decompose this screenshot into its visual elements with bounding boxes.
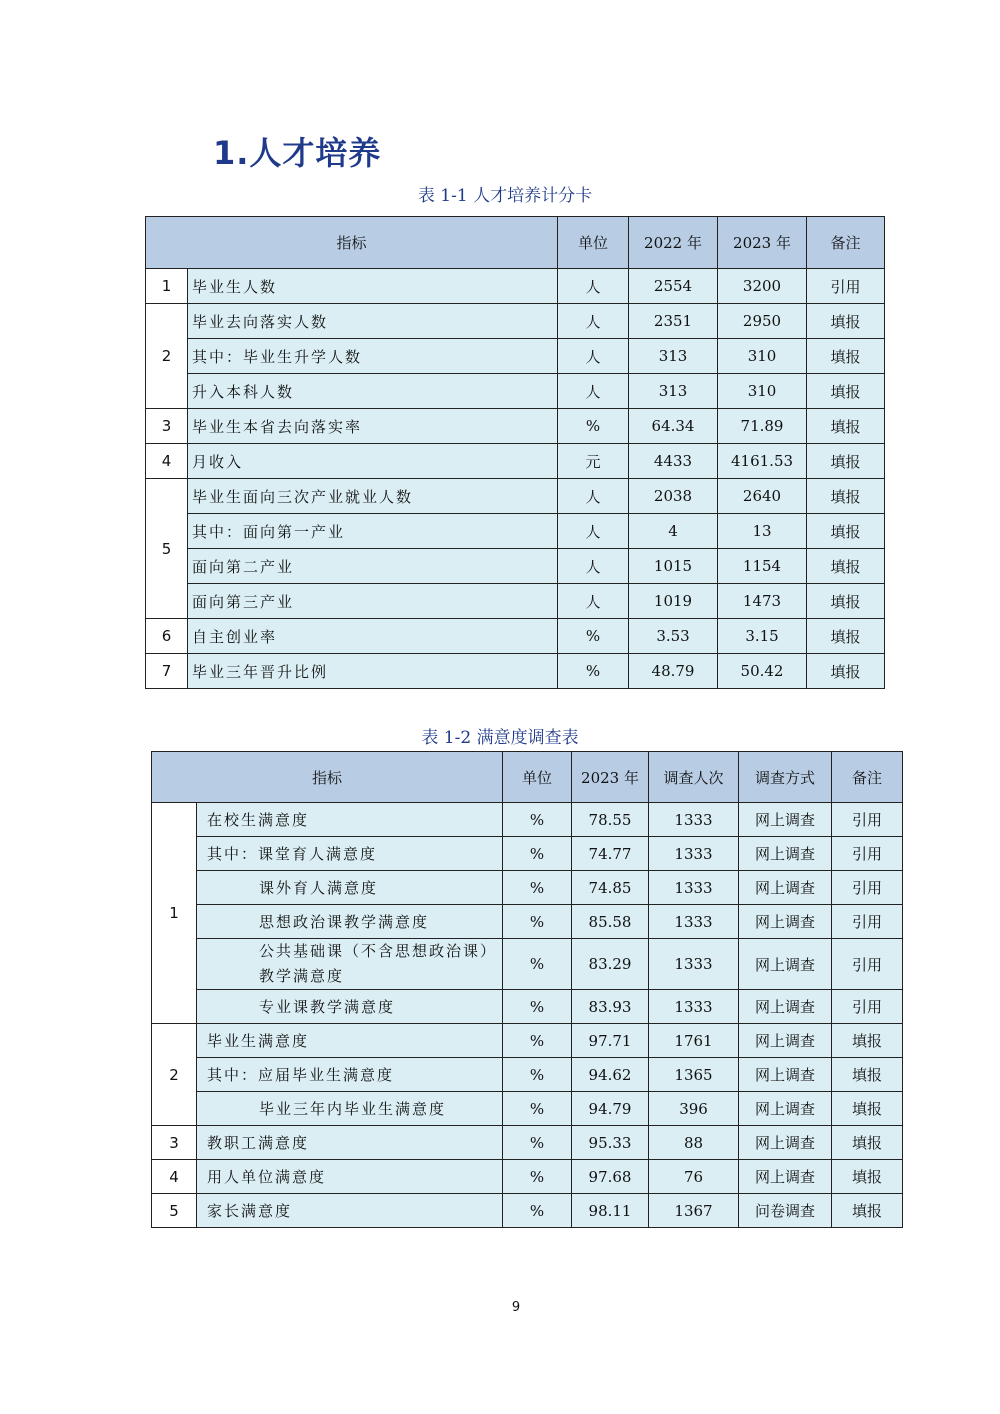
row-unit: %: [503, 1024, 572, 1058]
row-count: 1333: [649, 837, 739, 871]
row-2022: 313: [629, 374, 718, 409]
header-unit: 单位: [503, 752, 572, 803]
row-2022: 4433: [629, 444, 718, 479]
table-row: [152, 1160, 903, 1194]
table-row: [146, 409, 885, 444]
row-2023: 1154: [718, 549, 807, 584]
table-row: [146, 444, 885, 479]
row-note: 填报: [832, 1092, 903, 1126]
row-note: 引用: [807, 269, 885, 304]
header-indicator: 指标: [146, 217, 558, 269]
row-index: 2: [152, 1024, 197, 1126]
header-survey-count: 调查人次: [649, 752, 739, 803]
table-row: [146, 654, 885, 689]
table2-caption: 表 1-2 满意度调查表: [421, 728, 579, 748]
row-label: 月收入: [188, 444, 558, 479]
row-label: 专业课教学满意度: [197, 990, 503, 1024]
table-row: [152, 1092, 903, 1126]
row-label: 毕业生人数: [188, 269, 558, 304]
row-2023: 3.15: [718, 619, 807, 654]
row-method: 网上调查: [739, 905, 832, 939]
row-label: 面向第三产业: [188, 584, 558, 619]
row-index: 5: [146, 479, 188, 619]
row-2022: 313: [629, 339, 718, 374]
row-note: 填报: [832, 1058, 903, 1092]
row-label: 毕业生满意度: [197, 1024, 503, 1058]
header-note: 备注: [807, 217, 885, 269]
row-2022: 48.79: [629, 654, 718, 689]
row-label: 升入本科人数: [188, 374, 558, 409]
row-count: 76: [649, 1160, 739, 1194]
row-count: 1333: [649, 803, 739, 837]
row-unit: 人: [558, 479, 629, 514]
section-heading: 1.人才培养: [213, 134, 382, 172]
row-label: 思想政治课教学满意度: [197, 905, 503, 939]
row-count: 396: [649, 1092, 739, 1126]
row-2023: 98.11: [572, 1194, 649, 1228]
row-method: 网上调查: [739, 1024, 832, 1058]
table-row: [152, 871, 903, 905]
row-2023: 2640: [718, 479, 807, 514]
header-2023: 2023 年: [572, 752, 649, 803]
row-unit: 人: [558, 584, 629, 619]
row-2023: 71.89: [718, 409, 807, 444]
row-label: 公共基础课（不含思想政治课）教学满意度: [197, 939, 503, 990]
table-row: [152, 905, 903, 939]
header-2022: 2022 年: [629, 217, 718, 269]
row-unit: 人: [558, 269, 629, 304]
header-note: 备注: [832, 752, 903, 803]
row-2022: 2038: [629, 479, 718, 514]
row-unit: %: [503, 1126, 572, 1160]
row-2023: 94.62: [572, 1058, 649, 1092]
row-count: 1367: [649, 1194, 739, 1228]
row-note: 填报: [807, 619, 885, 654]
row-2022: 1015: [629, 549, 718, 584]
row-label: 家长满意度: [197, 1194, 503, 1228]
row-index: 7: [146, 654, 188, 689]
table-row: [152, 837, 903, 871]
row-note: 引用: [832, 939, 903, 990]
row-2022: 2351: [629, 304, 718, 339]
row-label: 自主创业率: [188, 619, 558, 654]
row-note: 填报: [807, 654, 885, 689]
row-label: 毕业生本省去向落实率: [188, 409, 558, 444]
row-note: 填报: [832, 1194, 903, 1228]
row-2023: 50.42: [718, 654, 807, 689]
row-label: 其中：应届毕业生满意度: [197, 1058, 503, 1092]
row-2023: 1473: [718, 584, 807, 619]
table-row: [152, 1126, 903, 1160]
table-header-row: [152, 752, 903, 803]
row-2023: 97.68: [572, 1160, 649, 1194]
header-survey-method: 调查方式: [739, 752, 832, 803]
row-count: 1761: [649, 1024, 739, 1058]
row-2023: 3200: [718, 269, 807, 304]
row-label: 用人单位满意度: [197, 1160, 503, 1194]
row-unit: %: [558, 619, 629, 654]
row-method: 网上调查: [739, 939, 832, 990]
row-unit: %: [558, 409, 629, 444]
row-label: 毕业生面向三次产业就业人数: [188, 479, 558, 514]
row-note: 填报: [807, 304, 885, 339]
row-index: 1: [152, 803, 197, 1024]
row-note: 填报: [807, 339, 885, 374]
row-2023: 2950: [718, 304, 807, 339]
row-unit: 人: [558, 514, 629, 549]
row-index: 6: [146, 619, 188, 654]
row-count: 1333: [649, 990, 739, 1024]
table-row: [146, 584, 885, 619]
row-2023: 74.85: [572, 871, 649, 905]
table-row: [152, 939, 903, 990]
table-row: [146, 619, 885, 654]
row-2022: 2554: [629, 269, 718, 304]
row-index: 4: [146, 444, 188, 479]
row-2022: 1019: [629, 584, 718, 619]
table-row: [152, 1024, 903, 1058]
row-method: 网上调查: [739, 803, 832, 837]
table1-caption: 表 1-1 人才培养计分卡: [417, 186, 593, 206]
row-label: 面向第二产业: [188, 549, 558, 584]
row-unit: 人: [558, 304, 629, 339]
header-indicator: 指标: [152, 752, 503, 803]
row-unit: %: [503, 871, 572, 905]
row-label: 课外育人满意度: [197, 871, 503, 905]
row-note: 引用: [832, 803, 903, 837]
table-row: [152, 803, 903, 837]
row-2022: 64.34: [629, 409, 718, 444]
row-unit: %: [503, 1160, 572, 1194]
row-unit: %: [503, 905, 572, 939]
row-note: 引用: [832, 871, 903, 905]
row-method: 网上调查: [739, 837, 832, 871]
row-2023: 74.77: [572, 837, 649, 871]
row-label: 其中：课堂育人满意度: [197, 837, 503, 871]
row-method: 网上调查: [739, 871, 832, 905]
row-count: 1333: [649, 939, 739, 990]
row-index: 1: [146, 269, 188, 304]
table-row: [152, 1194, 903, 1228]
row-2023: 83.29: [572, 939, 649, 990]
row-method: 网上调查: [739, 1126, 832, 1160]
row-unit: 人: [558, 339, 629, 374]
row-note: 填报: [807, 409, 885, 444]
row-2022: 3.53: [629, 619, 718, 654]
table-row: [152, 990, 903, 1024]
row-2023: 78.55: [572, 803, 649, 837]
row-unit: %: [503, 1058, 572, 1092]
row-2023: 13: [718, 514, 807, 549]
row-unit: %: [558, 654, 629, 689]
talent-scorecard-table: [145, 216, 885, 689]
row-note: 引用: [832, 990, 903, 1024]
row-2023: 95.33: [572, 1126, 649, 1160]
row-unit: 人: [558, 374, 629, 409]
row-method: 网上调查: [739, 1092, 832, 1126]
row-unit: %: [503, 1092, 572, 1126]
satisfaction-survey-table: [151, 751, 903, 1228]
row-unit: 元: [558, 444, 629, 479]
row-label: 其中：毕业生升学人数: [188, 339, 558, 374]
row-2022: 4: [629, 514, 718, 549]
row-2023: 85.58: [572, 905, 649, 939]
row-unit: %: [503, 939, 572, 990]
row-method: 网上调查: [739, 1160, 832, 1194]
table-row: [146, 304, 885, 339]
row-note: 填报: [832, 1024, 903, 1058]
row-unit: %: [503, 837, 572, 871]
table-row: [146, 374, 885, 409]
row-2023: 83.93: [572, 990, 649, 1024]
row-note: 填报: [807, 514, 885, 549]
row-index: 3: [146, 409, 188, 444]
row-label: 在校生满意度: [197, 803, 503, 837]
table-row: [146, 269, 885, 304]
table-row: [146, 479, 885, 514]
row-count: 88: [649, 1126, 739, 1160]
row-2023: 97.71: [572, 1024, 649, 1058]
row-count: 1365: [649, 1058, 739, 1092]
row-2023: 4161.53: [718, 444, 807, 479]
row-method: 网上调查: [739, 990, 832, 1024]
table-header-row: [146, 217, 885, 269]
row-note: 填报: [807, 444, 885, 479]
row-note: 引用: [832, 905, 903, 939]
table-row: [146, 339, 885, 374]
row-method: 网上调查: [739, 1058, 832, 1092]
row-unit: 人: [558, 549, 629, 584]
page-number: 9: [511, 1300, 521, 1315]
row-count: 1333: [649, 871, 739, 905]
row-note: 填报: [807, 549, 885, 584]
row-label: 教职工满意度: [197, 1126, 503, 1160]
row-index: 3: [152, 1126, 197, 1160]
row-unit: %: [503, 990, 572, 1024]
row-note: 填报: [807, 374, 885, 409]
row-note: 引用: [832, 837, 903, 871]
row-count: 1333: [649, 905, 739, 939]
row-method: 问卷调查: [739, 1194, 832, 1228]
row-note: 填报: [832, 1126, 903, 1160]
row-2023: 94.79: [572, 1092, 649, 1126]
row-unit: %: [503, 1194, 572, 1228]
row-note: 填报: [807, 584, 885, 619]
row-index: 2: [146, 304, 188, 409]
table-row: [146, 549, 885, 584]
header-unit: 单位: [558, 217, 629, 269]
row-note: 填报: [807, 479, 885, 514]
row-note: 填报: [832, 1160, 903, 1194]
row-label: 毕业去向落实人数: [188, 304, 558, 339]
row-label: 其中：面向第一产业: [188, 514, 558, 549]
row-index: 4: [152, 1160, 197, 1194]
row-label: 毕业三年晋升比例: [188, 654, 558, 689]
row-unit: %: [503, 803, 572, 837]
row-label: 毕业三年内毕业生满意度: [197, 1092, 503, 1126]
row-2023: 310: [718, 374, 807, 409]
table-row: [152, 1058, 903, 1092]
row-index: 5: [152, 1194, 197, 1228]
header-2023: 2023 年: [718, 217, 807, 269]
table-row: [146, 514, 885, 549]
row-2023: 310: [718, 339, 807, 374]
